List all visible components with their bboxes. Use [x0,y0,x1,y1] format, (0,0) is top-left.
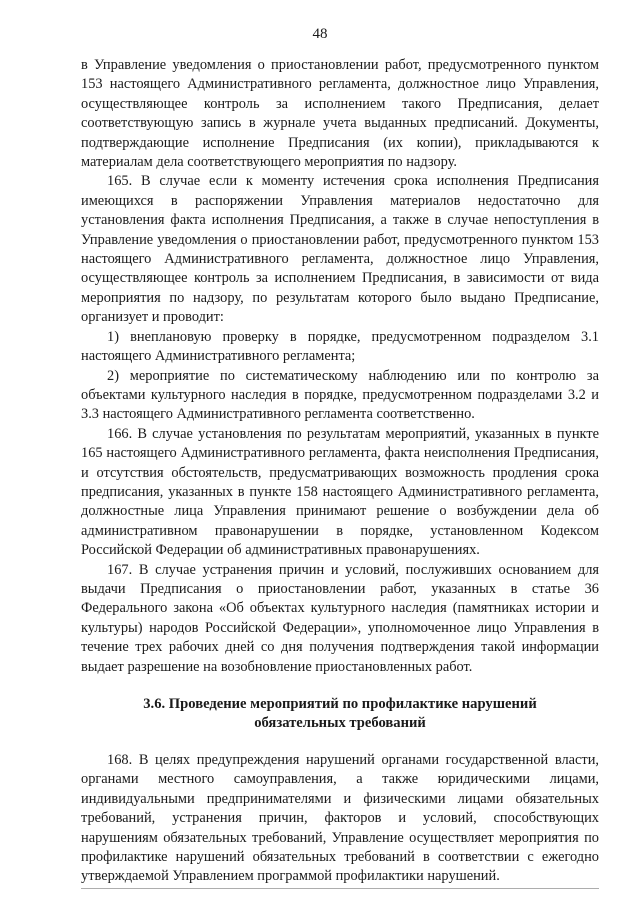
paragraph-continuation: в Управление уведомления о приостановлении работ, предусмотренного пунктом 153 настоящего Административного регламента, должностное лицо Управления, осуществляющее контроль за исполнением такого Предписания, делает соответствующую запись в журнале учета выданных предписаний. Документы, подтверждающие исполнение Предписания (их копии), прикладываются к материалам дела соответствующего мероприятия по надзору. [81,57,599,171]
paragraph-165-item-2: 2) мероприятие по систематическому наблюдению или по контролю за объектами культурного наследия в порядке, предусмотренном подразделами 3.2 и 3.3 настоящего Административного регламента соответственно. [81,367,599,423]
paragraph-167: 167. В случае устранения причин и условий, послуживших основанием для выдачи Предписания о приостановлении работ, указанных в статье 36 Федерального закона «Об объектах культурного наследия (памятниках истории и культуры) народов Российской Федерации», уполномоченное лицо Управления в течение трех рабочих дней со дня получения подтверждения такой информации выдает разрешение на возобновление приостановленных работ. [81,561,599,675]
paragraph-165: 165. В случае если к моменту истечения срока исполнения Предписания имеющихся в распоряжении Управления материалов недостаточно для установления факта исполнения Предписания, а также в случае непоступления в Управление уведомления о приостановлении работ, предусмотренного пунктом 153 настоящего Административного регламента, должностное лицо Управления, осуществляющее контроль за исполнением Предписания, в зависимости от вида мероприятия по надзору, по результатам которого было выдано Предписание, организует и проводит: [81,173,599,326]
page-number: 48 [312,26,328,42]
paragraph-166: 166. В случае установления по результатам мероприятий, указанных в пункте 165 настоящего Административного регламента, факта неисполнения Предписания, и отсутствия обстоятельств, предусматривающих возможность продления срока предписания, указанных в пункте 158 настоящего Административного регламента, должностные лица Управления принимают решение о возбуждении дела об административном правонарушении в порядке, установленном Кодексом Российской Федерации об административных правонарушениях. [81,425,599,559]
paragraph-168: 168. В целях предупреждения нарушений органами государственной власти, органами местного самоуправления, а также юридическими лицами, индивидуальными предпринимателями и физическими лицами обязательных требований, устранения причин, факторов и условий, способствующих нарушениям обязательных требований, Управление осуществляет мероприятия по профилактике нарушений обязательных требований в соответствии с ежегодно утверждаемой Управлением программой профилактики нарушений. [81,752,599,885]
paragraph-165-item-1: 1) внеплановую проверку в порядке, предусмотренном подразделом 3.1 настоящего Административного регламента; [81,328,599,365]
heading-spacer [81,733,599,751]
section-heading-line-1: 3.6. Проведение мероприятий по профилактике нарушений [143,696,537,712]
section-heading-line-2: обязательных требований [254,715,426,731]
footer-divider [81,888,599,889]
page-body [81,56,599,887]
